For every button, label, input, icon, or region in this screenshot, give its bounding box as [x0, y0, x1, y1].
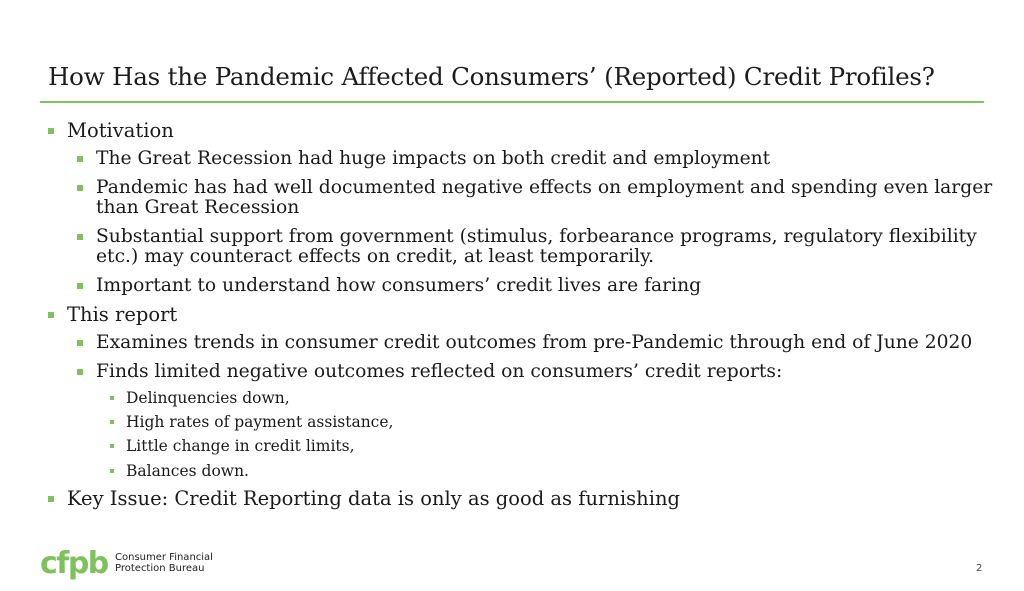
- logo-line: Protection Bureau: [115, 563, 205, 574]
- bullet-item: [126, 413, 393, 431]
- bullet-square-icon: [48, 312, 54, 318]
- bullet-item: [67, 120, 174, 141]
- bullet-square-icon: [77, 340, 83, 346]
- bullet-square-icon: [77, 234, 83, 240]
- logo-line: Consumer Financial: [115, 552, 213, 563]
- bullet-square-icon: [110, 396, 114, 400]
- bullet-item: [126, 389, 290, 407]
- bullet-text-line: etc.) may counteract effects on credit, at least temporarily.: [96, 246, 655, 267]
- bullet-text: High rates of payment assistance,: [126, 413, 394, 431]
- bullet-item: [126, 437, 355, 455]
- bullet-square-icon: [110, 420, 114, 424]
- bullet-item: [96, 333, 972, 353]
- bullet-item: [96, 149, 770, 169]
- bullet-text-line: Substantial support from government (stimulus, forbearance programs, regulatory flexibility: [96, 226, 977, 247]
- bullet-item: [96, 362, 782, 382]
- page-number: 2: [976, 563, 983, 574]
- bullet-text: Finds limited negative outcomes reflected on consumers’ credit reports:: [96, 361, 783, 382]
- bullet-item: [126, 462, 249, 480]
- bullet-square-icon: [77, 283, 83, 289]
- bullet-text: Balances down.: [126, 462, 249, 480]
- bullet-text-line: than Great Recession: [96, 197, 300, 218]
- bullet-text: Delinquencies down,: [126, 389, 290, 407]
- bullet-text: This report: [67, 303, 178, 326]
- cfpb-logo-mark: cfpb: [40, 546, 108, 581]
- bullet-item: [67, 488, 680, 509]
- title-divider: [40, 101, 984, 103]
- slide-title: How Has the Pandemic Affected Consumers’ (Reported) Credit Profiles?: [48, 62, 935, 91]
- bullet-square-icon: [77, 156, 83, 162]
- bullet-square-icon: [77, 369, 83, 375]
- bullet-item: [96, 276, 701, 296]
- cfpb-logo-text: [115, 552, 213, 574]
- bullet-text-line: Pandemic has had well documented negative effects on employment and spending even larger: [96, 177, 993, 198]
- bullet-square-icon: [48, 496, 54, 502]
- bullet-square-icon: [110, 444, 114, 448]
- bullet-item: [96, 227, 977, 267]
- bullet-square-icon: [77, 185, 83, 191]
- bullet-text: The Great Recession had huge impacts on both credit and employment: [96, 148, 771, 169]
- bullet-square-icon: [110, 469, 114, 473]
- bullet-text: Examines trends in consumer credit outcomes from pre-Pandemic through end of June 2020: [96, 332, 973, 353]
- bullet-text: Motivation: [67, 119, 174, 142]
- bullet-text: Important to understand how consumers’ credit lives are faring: [96, 275, 702, 296]
- bullet-square-icon: [48, 128, 54, 134]
- bullet-item: [67, 304, 177, 325]
- bullet-text: Little change in credit limits,: [126, 437, 355, 455]
- bullet-text: Key Issue: Credit Reporting data is only as good as furnishing: [67, 487, 681, 510]
- bullet-item: [96, 178, 992, 218]
